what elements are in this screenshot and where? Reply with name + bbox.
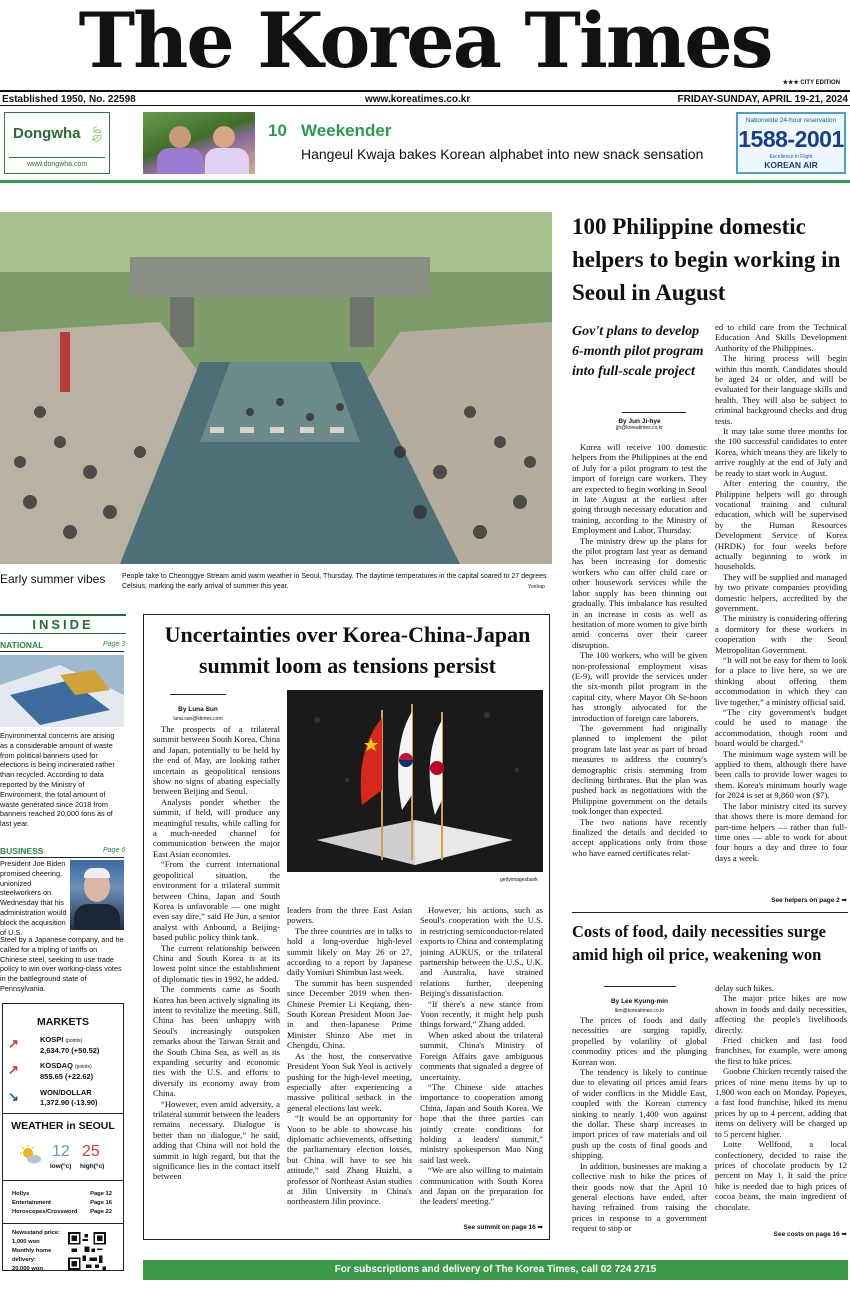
photo-caption: People take to Cheonggye Stream amid warm weather in Seoul, Thursday. The daytime temperatures in the capital soared to 27 degrees Celsius, marking the early arrival of summer this year. (122, 573, 547, 590)
paragraph: When asked about the trilateral summit, China's Ministry of Foreign Affairs gave ambiguous comments that signaled a degree of uncertainty. (420, 1029, 543, 1082)
paragraph: “We are also willing to maintain communication with South Korea and Japan on the preparation for the leaders' meeting.” (420, 1165, 543, 1207)
divider (9, 157, 105, 158)
paragraph: “It will not be easy for them to look for a place to live here, so we are thinking about offering them accommodation in which they can live together,” a ministry official said. (715, 655, 847, 707)
weather-low-label: low(°c) (50, 1163, 72, 1170)
paragraph: “The Chinese side attaches importance to cooperation among China, Japan and South Korea. We hope that the three parties can jointly create conditions for holding a leaders' summit,” ministry spokesperson Mao Ning said last week. (420, 1081, 543, 1165)
np-line: Monthly home (12, 1248, 52, 1254)
paragraph: Korea will receive 100 domestic helpers from the Philippines at the end of July for a pilot program to test the import of foreign care workers. They are expected to begin working in Seoul in late August at the earliest after going through necessary education and training, according to the Ministry of Employment and Labor, Thursday. (572, 442, 707, 536)
paragraph: The three countries are in talks to hold a long-overdue high-level summit likely on May 26 or 27, according to a report by Japanese daily Yomiuri Shimbun last week. (287, 925, 412, 978)
paragraph: “However, even amid adversity, a trilateral summit between the leaders remains necessary. Dialogue is better than no dialogue,” he said, adding that China will not hold the summit in high regard, but that the significance lies in the contact itself between (153, 1098, 280, 1182)
ka-brand: KOREAN AIR (764, 160, 818, 170)
paragraph: The minimum wage system will be applied to them, although there have been calls to provide lower wages to them. Korea's minimum hourly wage for 2024 is set at 9,860 won ($7). (715, 748, 847, 801)
paragraph: Fried chicken and fast food franchises, for example, were among the first to hike prices. (715, 1035, 847, 1066)
byline-name: By Jun Ji-hye (618, 418, 661, 425)
paragraph: However, his actions, such as Seoul's cooperation with the U.S. in restricting semiconductor-related exports to China and contemplating joining AUKUS, or the trilateral partnership between the U.S., U.K. and Australia, have strained relations further, deepening Beijing's dissatisfaction. (420, 905, 543, 999)
national-label[interactable]: NATIONAL (0, 640, 44, 650)
paragraph: “From the current international geopolitical situation, the environment for a trilateral summit between China, Japan and South Korea is unfavorable — one might even say dire,” said He Jun, a senior analyst with Anbound, a Beijing-based public policy think tank. (153, 859, 280, 943)
byline-email[interactable]: lkm@koreatimes.co.kr (614, 1008, 665, 1014)
index-label: Horoscopes/Crossword (12, 1209, 78, 1215)
trend-down-icon: ↘︎ (8, 1089, 19, 1104)
main-photo[interactable] (0, 212, 552, 564)
business-summary-b: Steel by a Japanese company, and he called for a tripling of tariffs on Chinese steel, seeking to use trade policy to win over working-class votes in the battleground state of Pennsylvania. (0, 935, 124, 993)
promo-page-number: 10 (268, 121, 287, 140)
dongwha-url: www.dongwha.com (26, 161, 88, 168)
np-line: 20,000 won (12, 1266, 43, 1272)
paragraph: “The city government's budget could be used to manage the accommodation, though room and board would be charged.” (715, 707, 847, 749)
np-line: 1,000 won (12, 1239, 40, 1245)
photo-figure (157, 148, 203, 174)
paragraph: The labor ministry cited its survey that shows there is more demand for part-time helpers — rather than full-time ones — able to work for about four hours a day and three to four days a week. (715, 800, 847, 863)
index-row-entertainment[interactable] (12, 1199, 112, 1208)
index-label: Entertainment (12, 1200, 51, 1206)
paragraph: “If there's a new stance from Yoon recently, it might help push things forward,” Zhang added. (420, 998, 543, 1030)
costs-column-2 (715, 983, 847, 1212)
kospi-row (40, 1035, 99, 1056)
newsstand-price (12, 1229, 72, 1274)
weather-high-label: high(°c) (80, 1163, 105, 1170)
np-line: delivery: (12, 1257, 36, 1263)
flags-illustration (287, 690, 543, 872)
photo-title: Early summer vibes (0, 572, 106, 586)
markets-heading: MARKETS (37, 1016, 89, 1028)
trend-up-icon: ↗︎ (8, 1062, 19, 1077)
website-link[interactable]: www.koreatimes.co.kr (365, 94, 471, 105)
byline-email[interactable]: jjh@koreatimes.co.kr (616, 425, 663, 431)
qr-code-icon[interactable] (68, 1232, 106, 1270)
national-page[interactable]: Page 3 (103, 641, 126, 648)
philippine-jump-link[interactable]: See helpers on page 2 ➥ (771, 897, 847, 904)
philippine-byline (572, 418, 707, 431)
np-line: Newsstand price: (12, 1230, 60, 1236)
trend-up-icon: ↗︎ (8, 1036, 19, 1051)
paragraph: leaders from the three East Asian powers. (287, 905, 412, 926)
banners-illustration (0, 655, 124, 727)
won-dollar-row (40, 1088, 98, 1108)
summit-column-1 (153, 724, 280, 1182)
divider (604, 986, 676, 987)
won-label: WON/DOLLAR (40, 1088, 92, 1097)
paragraph: The ministry is considering offering a dormitory for these workers in cooperation with the Seoul Metropolitan Government. (715, 613, 847, 655)
edition-label: ★★★ CITY EDITION (782, 80, 840, 86)
divider (170, 694, 226, 695)
paragraph: The tendency is likely to continue due to elevating oil prices amid fears of wider conflicts in the Middle East, coupled with the Korean currency sinking to nearly 1,400 won against the dollar. These sharp increases in import prices of raw materials and oil push up the costs of final goods and shipping. (572, 1067, 707, 1161)
paragraph: In addition, businesses are making a collective rush to hike the prices of their goods now that the April 10 general elections have ended, after having refrained from raising the prices in response to a government request to stop or (572, 1160, 707, 1234)
kospi-label: KOSPI (40, 1035, 64, 1044)
summit-headline[interactable] (150, 619, 545, 681)
won-value: 1,372.90 (-13.90) (40, 1098, 98, 1107)
philippine-deck: Gov't plans to develop 6-month pilot program into full-scale project (572, 324, 704, 379)
headline-line: summit loom as tensions persist (198, 653, 496, 678)
weekender-photo[interactable] (143, 112, 255, 174)
paragraph: The current relationship between China and South Korea is at its lowest point since the establishment of diplomatic ties in 1992, he added. (153, 942, 280, 984)
paragraph: Analysts ponder whether the summit, if held, will produce any meaningful results, while calling for a much-needed channel for communication between the major East Asian economies. (153, 796, 280, 859)
weather-high: 25 (82, 1143, 100, 1160)
paragraph: The two nations have recently finalized the details and decided to accept applications only from those who have earned certificates relat- (572, 816, 707, 858)
issue-number: No. 22598 (89, 94, 136, 105)
philippine-column-1 (572, 442, 707, 858)
summit-photo-credit: gettyimagesbank (500, 877, 538, 883)
photo-figure (74, 904, 120, 930)
divider (2, 1180, 124, 1181)
paragraph: The prices of foods and daily necessities are surging rapidly, propelled by volatility of global commodity prices and the plunging Korean won. (572, 1015, 707, 1067)
ka-phone: 1588-2001 (738, 126, 844, 152)
kospi-unit: (points) (65, 1038, 83, 1044)
paragraph: Goobne Chicken recently raised the prices of nine menu items by up to 1,900 won each on Monday. Popeyes, a fast food franchise, hiked its menu prices by up to 4 percent, adding that items on delivery will be charged up to 5 percent higher. (715, 1066, 847, 1139)
costs-jump-link[interactable]: See costs on page 16 ➥ (773, 1231, 847, 1238)
photo-hair (84, 868, 110, 878)
info-bar (0, 90, 850, 106)
summit-photo[interactable] (287, 690, 543, 872)
summit-column-3 (420, 905, 543, 1207)
paragraph: delay such hikes. (715, 983, 774, 993)
index-page: Page 16 (90, 1200, 112, 1206)
photo-figure (205, 148, 249, 174)
kosdaq-label: KOSDAQ (40, 1061, 73, 1070)
paragraph: ed to child care from the Technical Education And Skills Development Authority of the Philippines. (715, 322, 847, 353)
paragraph: The 100 workers, who will be given non-professional employment visas (E-9), will provide the services under the six-month pilot program in the capital city, where Mayor Oh Se-hoon has strongly advocated for the introduction of foreign care laborers. (572, 650, 707, 723)
paragraph: The ministry drew up the plans for the pilot program last year as demand has been increasing for domestic workers who can offer child care or other housework services while the labor supply has been thinning out gradually. This imbalance has resulted in an increase in costs as well as hesitation of more women to give birth amid concerns over their career disruption. (572, 535, 707, 650)
paragraph: The government had originally planned to implement the pilot program late last year as part of broad measures to address the country's demographic crisis stemming from declining birthrates. But the plan was pushed back as negotiations with the Philippine government on the details took longer than expected. (572, 722, 707, 817)
business-summary-a: President Joe Biden promised cheering, unionized steelworkers on Wednesday that his administration would block the acquisition of U.S. (0, 859, 67, 937)
established-label: Established 1950, (2, 94, 86, 105)
dongwha-ad[interactable] (4, 112, 110, 174)
ka-slogan: Excellence in Flight (769, 154, 813, 160)
index-page: Page 12 (90, 1191, 112, 1197)
subscription-banner[interactable]: For subscriptions and delivery of The Korea Times, call 02 724 2715 (143, 1260, 848, 1280)
summit-jump-link[interactable]: See summit on page 16 ➥ (463, 1224, 543, 1231)
kosdaq-value: 855.65 (+22.62) (40, 1072, 94, 1081)
national-photo[interactable] (0, 655, 124, 727)
inside-heading: INSIDE (0, 614, 126, 634)
weather-heading: WEATHER in SEOUL (2, 1113, 124, 1132)
costs-byline (572, 990, 707, 1014)
summit-byline (153, 698, 243, 722)
philippine-column-2 (715, 322, 847, 863)
leaf-icon: 🍃︎ (87, 126, 107, 143)
ka-tagline: Nationwide 24-hour reservation (745, 117, 837, 124)
national-summary: Environmental concerns are arising as a considerable amount of waste from political banners used for elections is being incinerated rather than recycled. According to data reported by the Ministry of Environment, the total amount of waste generated since 2018 from banners reached 20,000 tons as of last year. (0, 731, 115, 829)
divider (0, 857, 124, 858)
promo-headline[interactable]: Hangeul Kwaja bakes Korean alphabet into new snack sensation (301, 146, 704, 162)
korean-air-ad[interactable] (736, 112, 846, 174)
paragraph: Lotte Wellfood, a local confectionery, decided to raise the prices of chocolate products by 12 percent on May 1. It said the price hike is needed due to high prices of cocoa beans, the main ingredient of chocolate. (715, 1139, 847, 1212)
philippine-headline[interactable]: 100 Philippine domestic helpers to begin working in Seoul in August (572, 214, 841, 305)
dongwha-logo: Dongwha (13, 125, 81, 142)
kosdaq-row (40, 1061, 93, 1082)
paragraph: The comments came as South Korea has been actively signaling its intent to revitalize the meeting. Still, China has been unhappy with Seoul's increasingly outspoken remarks about the Taiwan Strait and the South China Sea, as well as its expanding security and economic ties with the U.S. and efforts to diversify its economy away from China. (153, 984, 280, 1099)
stream-scene-illustration (0, 212, 552, 564)
costs-headline[interactable]: Costs of food, daily necessities surge amid high oil price, weakening won (572, 922, 826, 964)
index-row-horoscopes[interactable] (12, 1208, 112, 1217)
paragraph: The summit has been suspended since December 2019 when then-Chinese Premier Li Keqiang, then-South Korean President Moon Jae-in and then-Japanese Prime Minister Shinzo Abe met in Chengdu, China. (287, 977, 412, 1051)
index-row-hollys[interactable] (12, 1190, 112, 1199)
paragraph: “It would be an opportunity for Yoon to be able to showcase his diplomatic achievements, offsetting the parliamentary election losses, but China will have to see his attitude,” said Zhang Huizhi, a professor of Northeast Asian studies at Jilin University in China's northeastern Jilin province. (287, 1113, 412, 1207)
divider (0, 651, 124, 652)
byline-email[interactable]: luna.sun@ktimes.com (173, 716, 223, 722)
kosdaq-unit: (points) (75, 1064, 92, 1070)
promo-section[interactable]: Weekender (301, 121, 392, 140)
photo-face (169, 126, 191, 148)
divider (0, 180, 850, 183)
index-label: Hollys (12, 1191, 30, 1197)
paragraph: As the host, the conservative President Yoon Suk Yeol is actively pushing for the high-level meeting, especially after experiencing a massive political setback in the general elections last week. (287, 1050, 412, 1113)
byline-name: By Luna Sun (178, 706, 218, 713)
paragraph: The hiring process will begin within this month. Candidates should be aged 24 or older, and will be evaluated for their language skills and health. They will also be subject to criminal background checks and drug tests. (715, 353, 847, 426)
business-page[interactable]: Page 6 (103, 847, 126, 854)
paragraph: After entering the country, the Philippine helpers will go through vocational training and cultural education, which will be supervised by the Human Resources Development Service of Korea (HRDK) for four weeks before actually beginning to work in households. (715, 478, 847, 572)
summit-column-2 (287, 905, 412, 1207)
masthead-title: The Korea Times (78, 0, 772, 85)
paragraph: The major price hikes are now shown in foods and daily necessities, affecting the people's livelihoods directly. (715, 993, 847, 1035)
byline-name: By Lee Kyung-min (610, 998, 669, 1005)
headline-line: Uncertainties over Korea-China-Japan (164, 622, 531, 647)
index-page: Page 22 (90, 1209, 112, 1215)
issue-date: FRIDAY-SUNDAY, APRIL 19-21, 2024 (677, 94, 848, 105)
partly-sunny-icon (20, 1145, 42, 1165)
divider (572, 912, 848, 913)
paragraph: It may take some three months for the 100 successful candidates to enter Korea, which means they are likely to arrive roughly at the end of July and be ready to start work in August. (715, 426, 847, 478)
kospi-value: 2,634.70 (+50.52) (40, 1046, 100, 1055)
photo-face (213, 126, 235, 148)
photo-credit: Yonhap (528, 584, 545, 590)
paragraph: They will be supplied and managed by two private companies providing domestic helpers, accredited by the government. (715, 571, 847, 613)
business-label[interactable]: BUSINESS (0, 846, 44, 856)
biden-photo[interactable] (70, 860, 124, 930)
paragraph: The prospects of a trilateral summit between South Korea, China and Japan, potentially to be held by the end of May, are looking rather uncertain as geopolitical tensions show no signs of abating especially between Beijing and Seoul. (153, 724, 280, 797)
costs-column-1 (572, 1015, 707, 1234)
divider (622, 412, 686, 413)
weather-low: 12 (52, 1143, 70, 1160)
